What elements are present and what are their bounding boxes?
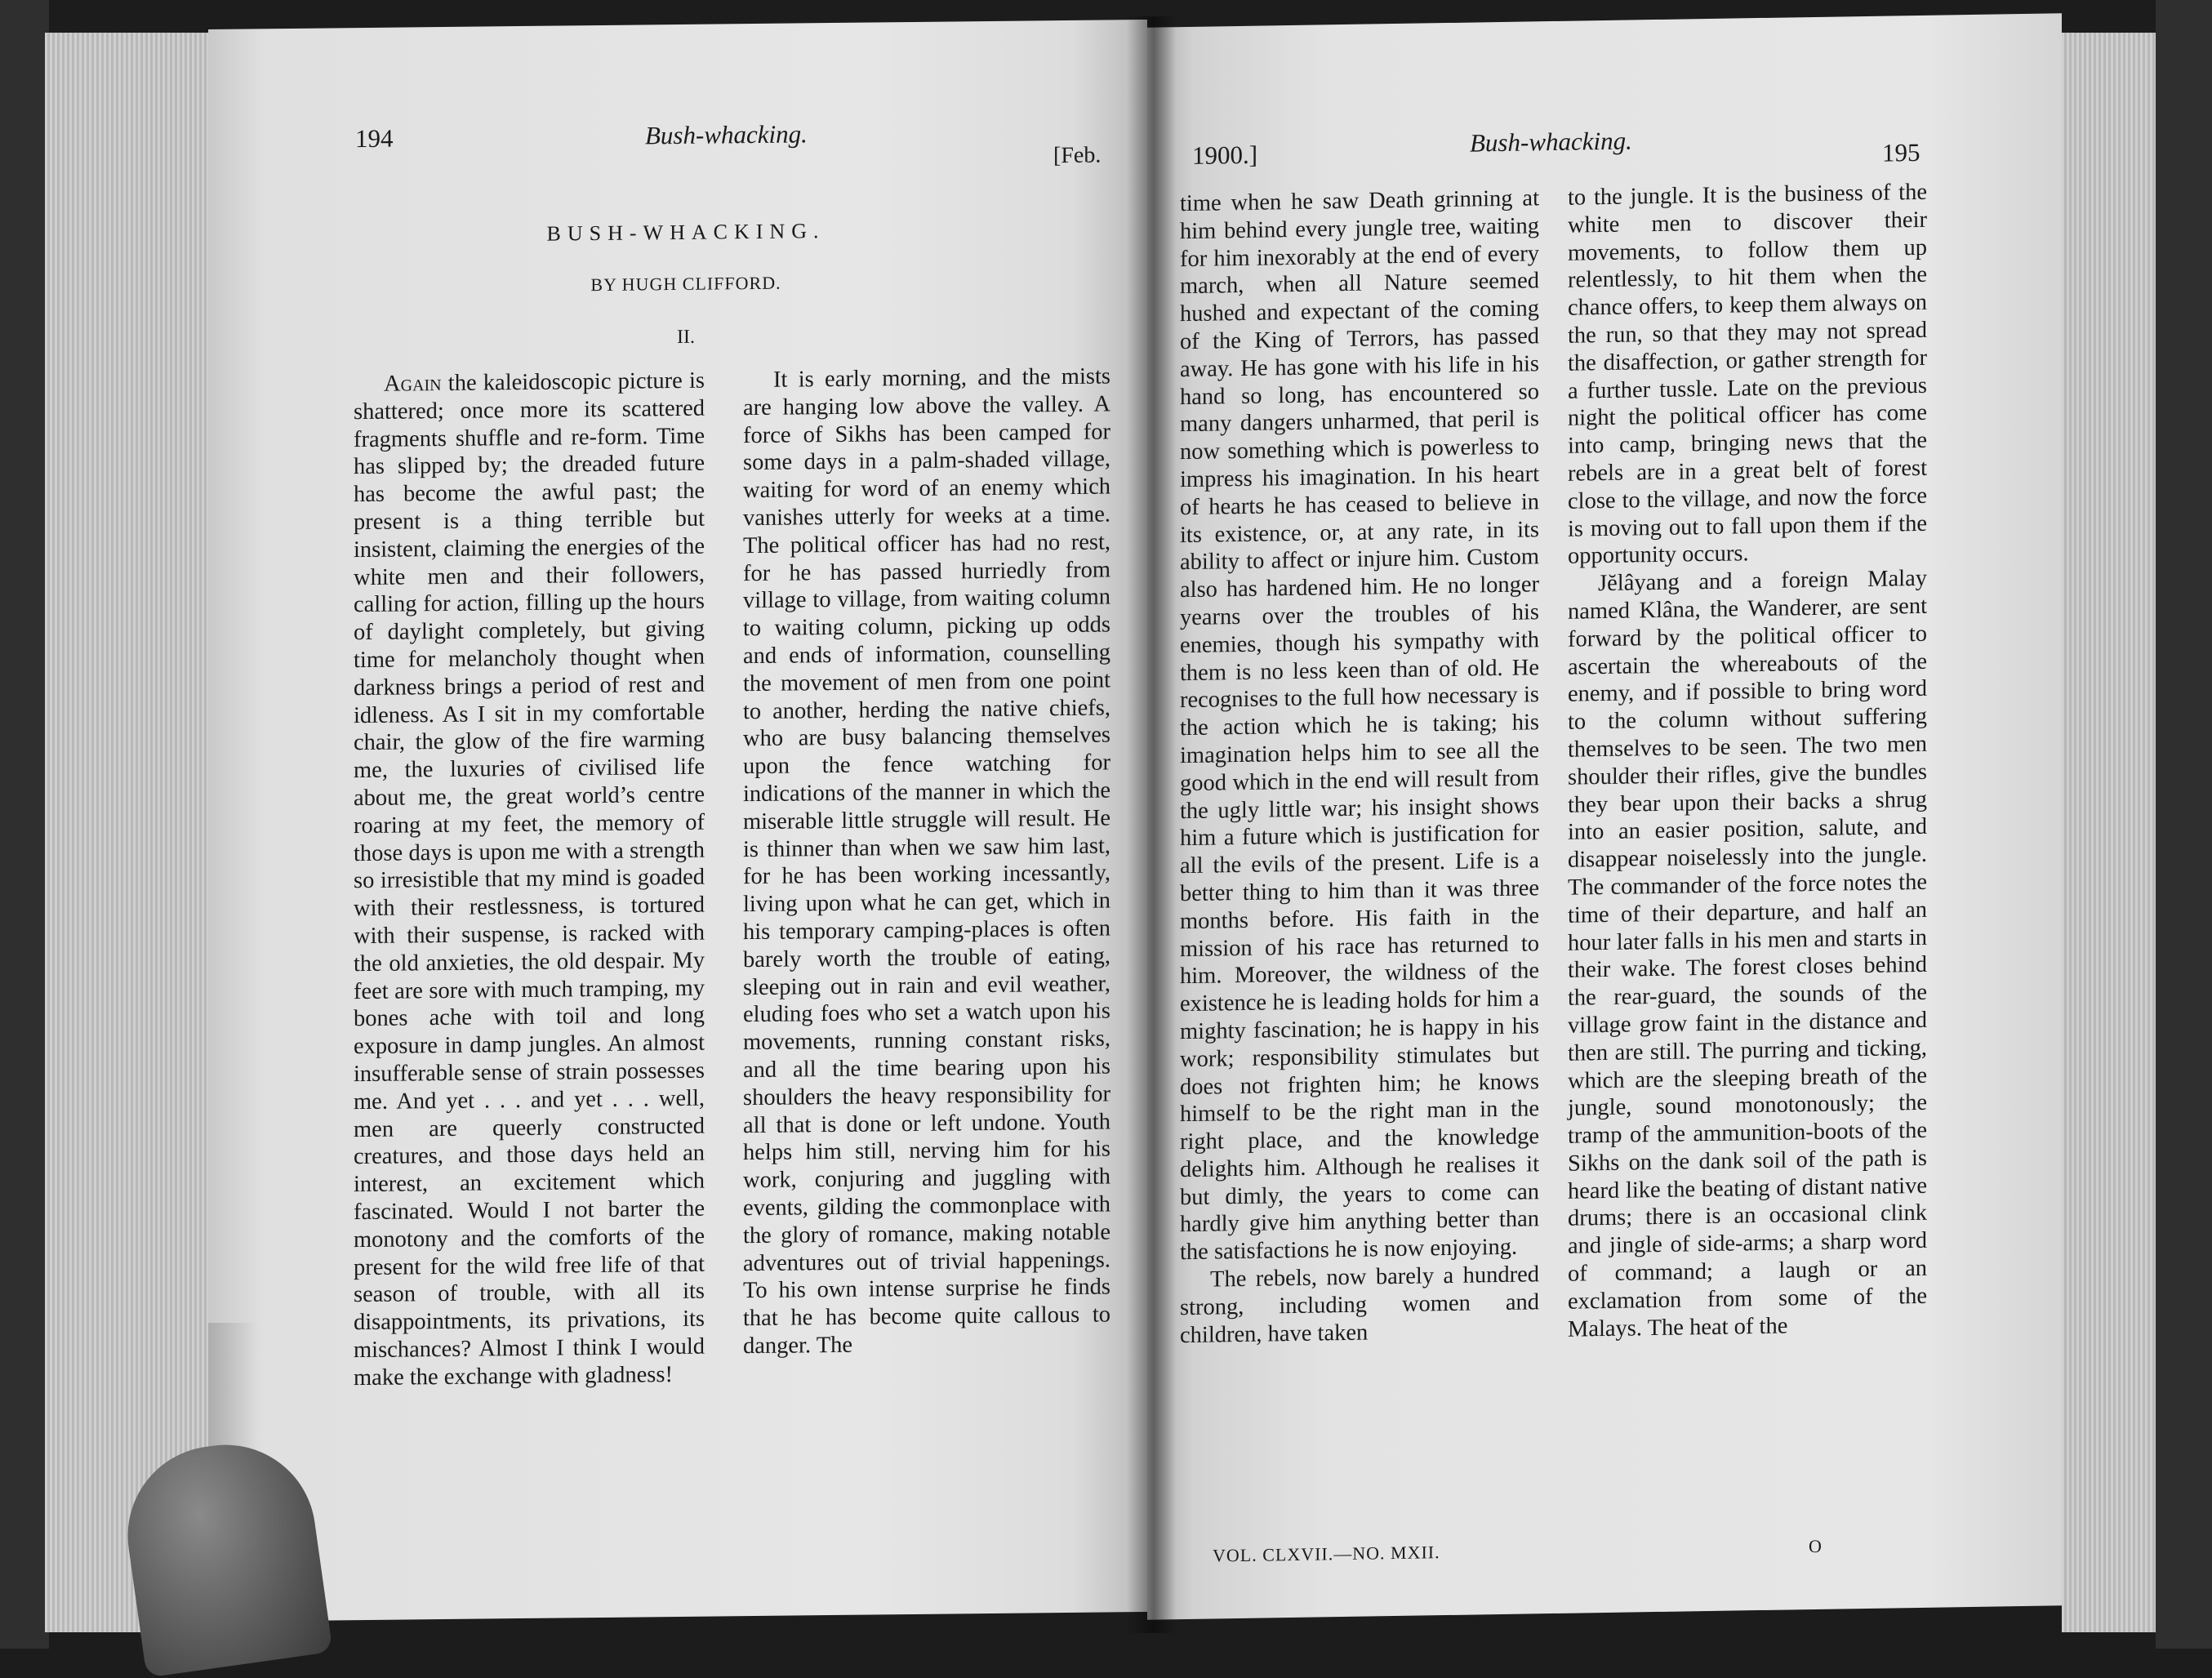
- book-cover-right: [2156, 0, 2212, 1649]
- drop-word: Again: [384, 371, 442, 397]
- running-title-left: Bush-whacking.: [645, 119, 808, 150]
- left-column-1: [354, 367, 705, 1392]
- page-number-left: 194: [355, 123, 394, 154]
- book-cover-left: [0, 0, 49, 1649]
- page-stack-left: [45, 33, 208, 1632]
- right-column-2: [1568, 179, 1927, 1343]
- page-stack-right: [2062, 33, 2156, 1632]
- paragraph: time when he saw Death grinning at him behind every jungle tree, waiting for him inexorably at the end of every march, when all Nature seemed hushed and expectant of the coming of the King of Terrors, has passed away. He has gone with his life in his hand so long, has encountered so many dangers unharmed, that peril is now something which is powerless to impress his imagination. In his heart of hearts he has ceased to believe in its existence, or, at any rate, in its ability to affect or injure him. Custom also has hardened him. He no longer yearns over the troubles of his enemies, though his sympathy with them is no less keen than of old. He recognises to the full how necessary is the action which he is taking; his imagination helps him to see all the good which in the end will result from the ugly little war; his insight shows him a future which is justification for all the evils of the present. Life is a better thing to him than it was three months before. His faith in the mission of his race has returned to him. Moreover, the wildness of the existence he is leading holds for him a mighty fascination; he is happy in his work; responsibility stimulates but does not frighten him; he knows himself to be the right man in the right place, and the knowledge delights him. Although he realises it but dimly, the years to come can hardly give him anything better than the satisfactions he is now enjoying.: [1180, 185, 1539, 1266]
- paragraph: It is early morning, and the mists are hanging low above the valley. A force of Sikhs has been camped for some days in a palm-shaded village, waiting for word of an enemy which vanishes utterly for weeks at a time. The political officer has had no rest, for he has passed hurriedly from village to village, from waiting column to waiting column, picking up odds and ends of information, counselling the movement of men from one point to another, herding the native chiefs, who are busy balancing themselves upon the fence watching for indications of the manner in which the miserable little struggle will result. He is thinner than when we saw him last, for he has been working incessantly, living upon what he can get, which in his temporary camping-places is often barely worth the trouble of eating, sleeping out in rain and evil weather, eluding foes who set a watch upon his movements, running constant risks, and all the time bearing upon his shoulders the heavy responsibility for all that is done or left undone. Youth helps him still, nerving him for his work, conjuring and juggling with events, gilding the commonplace with the glory of romance, making notable adventures out of trivial happenings. To his own intense surprise he finds that he has become quite callous to danger. The: [743, 363, 1110, 1360]
- article-title: BUSH-WHACKING.: [546, 219, 826, 246]
- volume-footer: VOL. CLXVII.—NO. MXII.: [1213, 1542, 1440, 1566]
- paragraph-text: the kaleidoscopic picture is shattered; once more its scattered fragments shuffle and re-form. Time has slipped by; the dreaded future has become the awful past; the present is a thing terrible but insistent, claiming the energies of the white men and their followers, calling for action, filling up the hours of daylight completely, but giving time for melancholy thought when darkness brings a period of rest and idleness. As I sit in my comfortable chair, the glow of the fire warming me, the luxuries of civilised life about me, the great world’s centre roaring at my feet, the memory of those days is upon me with a strength so irresistible that my mind is goaded with their restlessness, is tortured with their suspense, is racked with the old anxieties, the old despair. My feet are sore with much tramping, my bones ache with toil and long exposure in damp jungles. An almost insufferable sense of strain possesses me. And yet . . . and yet . . . well, men are queerly constructed creatures, and those days held an interest, an excitement which fascinated. Would I not barter the monotony and the comforts of the present for the wild free life of that season of trouble, with all its disappointments, its privations, its mischances? Almost I think I would make the exchange with gladness!: [354, 367, 705, 1391]
- paragraph: Jĕlâyang and a foreign Malay named Klâna, the Wanderer, are sent forward by the political officer to ascertain the whereabouts of the enemy, and if possible to bring word to the column without suffering themselves to be seen. The two men shoulder their rifles, give the bundles they bear upon their backs a shrug into an easier position, salute, and disappear noiselessly into the jungle. The commander of the force notes the time of their departure, and half an hour later falls in his men and starts in their wake. The forest closes behind the rear-guard, the sounds of the village grow faint in the distance and then are still. The purring and ticking, which are the sleeping breath of the jungle, sound monotonously; the tramp of the ammunition-boots of the Sikhs on the dank soil of the path is heard like the beating of distant native drums; there is an occasional clink and jingle of side-arms; a sharp word of command; a laugh or an exclamation from some of the Malays. The heat of the: [1568, 565, 1927, 1342]
- paragraph: to the jungle. It is the business of the white men to discover their movements, to follow them up relentlessly, to hit them when the chance offers, to keep them always on the run, so that they may not spread the disaffection, or gather strength for a further tussle. Late on the previous night the political officer has come into camp, bringing news that the rebels are in a great belt of forest close to the village, and now the force is moving out to fall upon them if the opportunity occurs.: [1568, 179, 1927, 570]
- right-page: [1147, 13, 2062, 1620]
- paragraph: [354, 367, 705, 1392]
- right-column-1: [1180, 185, 1539, 1349]
- signature-mark: O: [1809, 1535, 1823, 1557]
- date-mark-right: 1900.]: [1192, 140, 1258, 170]
- byline: BY HUGH CLIFFORD.: [590, 272, 781, 296]
- left-page: [208, 20, 1147, 1622]
- running-title-right: Bush-whacking.: [1470, 126, 1632, 158]
- paragraph: The rebels, now barely a hundred strong, including women and children, have taken: [1180, 1262, 1539, 1348]
- part-number: II.: [677, 326, 695, 349]
- page-number-right: 195: [1882, 137, 1920, 167]
- book-spine-shadow: [1127, 16, 1176, 1633]
- date-mark-left: [Feb.: [1053, 142, 1102, 169]
- left-column-2: [743, 363, 1110, 1360]
